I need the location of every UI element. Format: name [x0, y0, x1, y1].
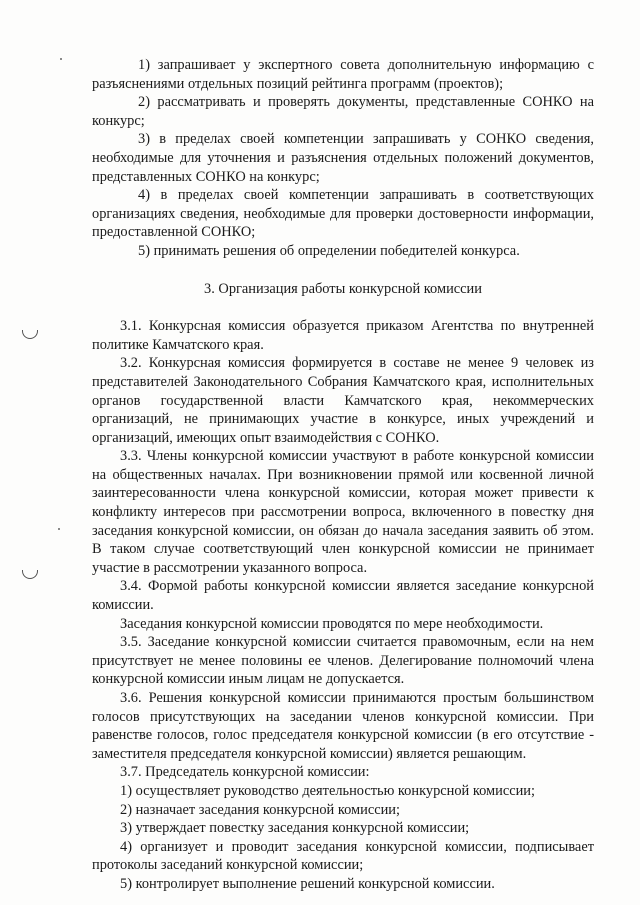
list-item: 3) утверждает повестку заседания конкурсной комиссии; [120, 820, 470, 837]
list-item: 5) принимать решения об определении победителей конкурса. [138, 242, 520, 259]
list-item: 2) назначает заседания конкурсной комиссии; [120, 801, 401, 818]
list-item: 5) контролирует выполнение решений конкурсной комиссии. [120, 875, 495, 892]
paragraph: Заседания конкурсной комиссии проводятся по мере необходимости. [120, 615, 544, 632]
paragraph: 3.7. Председатель конкурсной комиссии: [120, 764, 370, 781]
document-body [92, 56, 594, 894]
paragraph: 3.3. Члены конкурсной комиссии участвуют в работе конкурсной комиссии на общественных началах. При возникновении прямой или косвенной личной заинтересованности члена конкурсной комиссии, которая может привести к конфликту интересов при рассмотрении вопроса, включенного в повестку дня заседания конкурсной комиссии, он обязан до начала заседания заявить об этом. В таком случае соответствующий член конкурсной комиссии не принимает участие в рассмотрении указанного вопроса. [92, 448, 594, 576]
paragraph: 3.1. Конкурсная комиссия образуется приказом Агентства по внутренней политике Камчатского края. [92, 318, 594, 353]
hole-punch-mark [22, 570, 38, 579]
list-item: 1) запрашивает у экспертного совета дополнительную информацию с разъяснениями отдельных позиций рейтинга программ (проектов); [92, 57, 594, 92]
hole-punch-mark [22, 330, 38, 339]
scan-speck [58, 528, 60, 530]
list-item: 3) в пределах своей компетенции запрашивать у СОНКО сведения, необходимые для уточнения и разъяснения отдельных положений документов, представленных СОНКО на конкурс; [92, 131, 594, 185]
list-item: 1) осуществляет руководство деятельностью конкурсной комиссии; [120, 782, 536, 799]
scan-speck [60, 58, 62, 60]
paragraph: 3.4. Формой работы конкурсной комиссии является заседание конкурсной комиссии. [92, 578, 594, 614]
list-item: 4) организует и проводит заседания конкурсной комиссии, подписывает протоколы заседаний конкурсной комиссии; [92, 838, 594, 874]
list-item: 2) рассматривать и проверять документы, представленные СОНКО на конкурс; [92, 94, 594, 129]
paragraph: 3.2. Конкурсная комиссия формируется в составе не менее 9 человек из представителей Законодательного Собрания Камчатского края, исполнительных органов государственной власти Камчатского края, некоммерческих организаций, не принимающих участие в конкурсе, иных учреждений и организаций, имеющих опыт взаимодействия с СОНКО. [92, 355, 594, 446]
paragraph: 3.6. Решения конкурсной комиссии принимаются простым большинством голосов присутствующих на заседании членов конкурсной комиссии. При равенстве голосов, голос председателя конкурсной комиссии (в его отсутствие - заместителя председателя конкурсной комиссии) является решающим. [92, 690, 594, 762]
list-item: 4) в пределах своей компетенции запрашивать в соответствующих организациях сведения, необходимые для проверки достоверности информации, предоставленной СОНКО; [92, 187, 594, 241]
paragraph: 3.5. Заседание конкурсной комиссии считается правомочным, если на нем присутствует не менее половины ее членов. Делегирование полномочий члена конкурсной комиссии иным лицам не допускается. [92, 634, 594, 688]
section-heading: 3. Организация работы конкурсной комиссии [204, 280, 482, 297]
